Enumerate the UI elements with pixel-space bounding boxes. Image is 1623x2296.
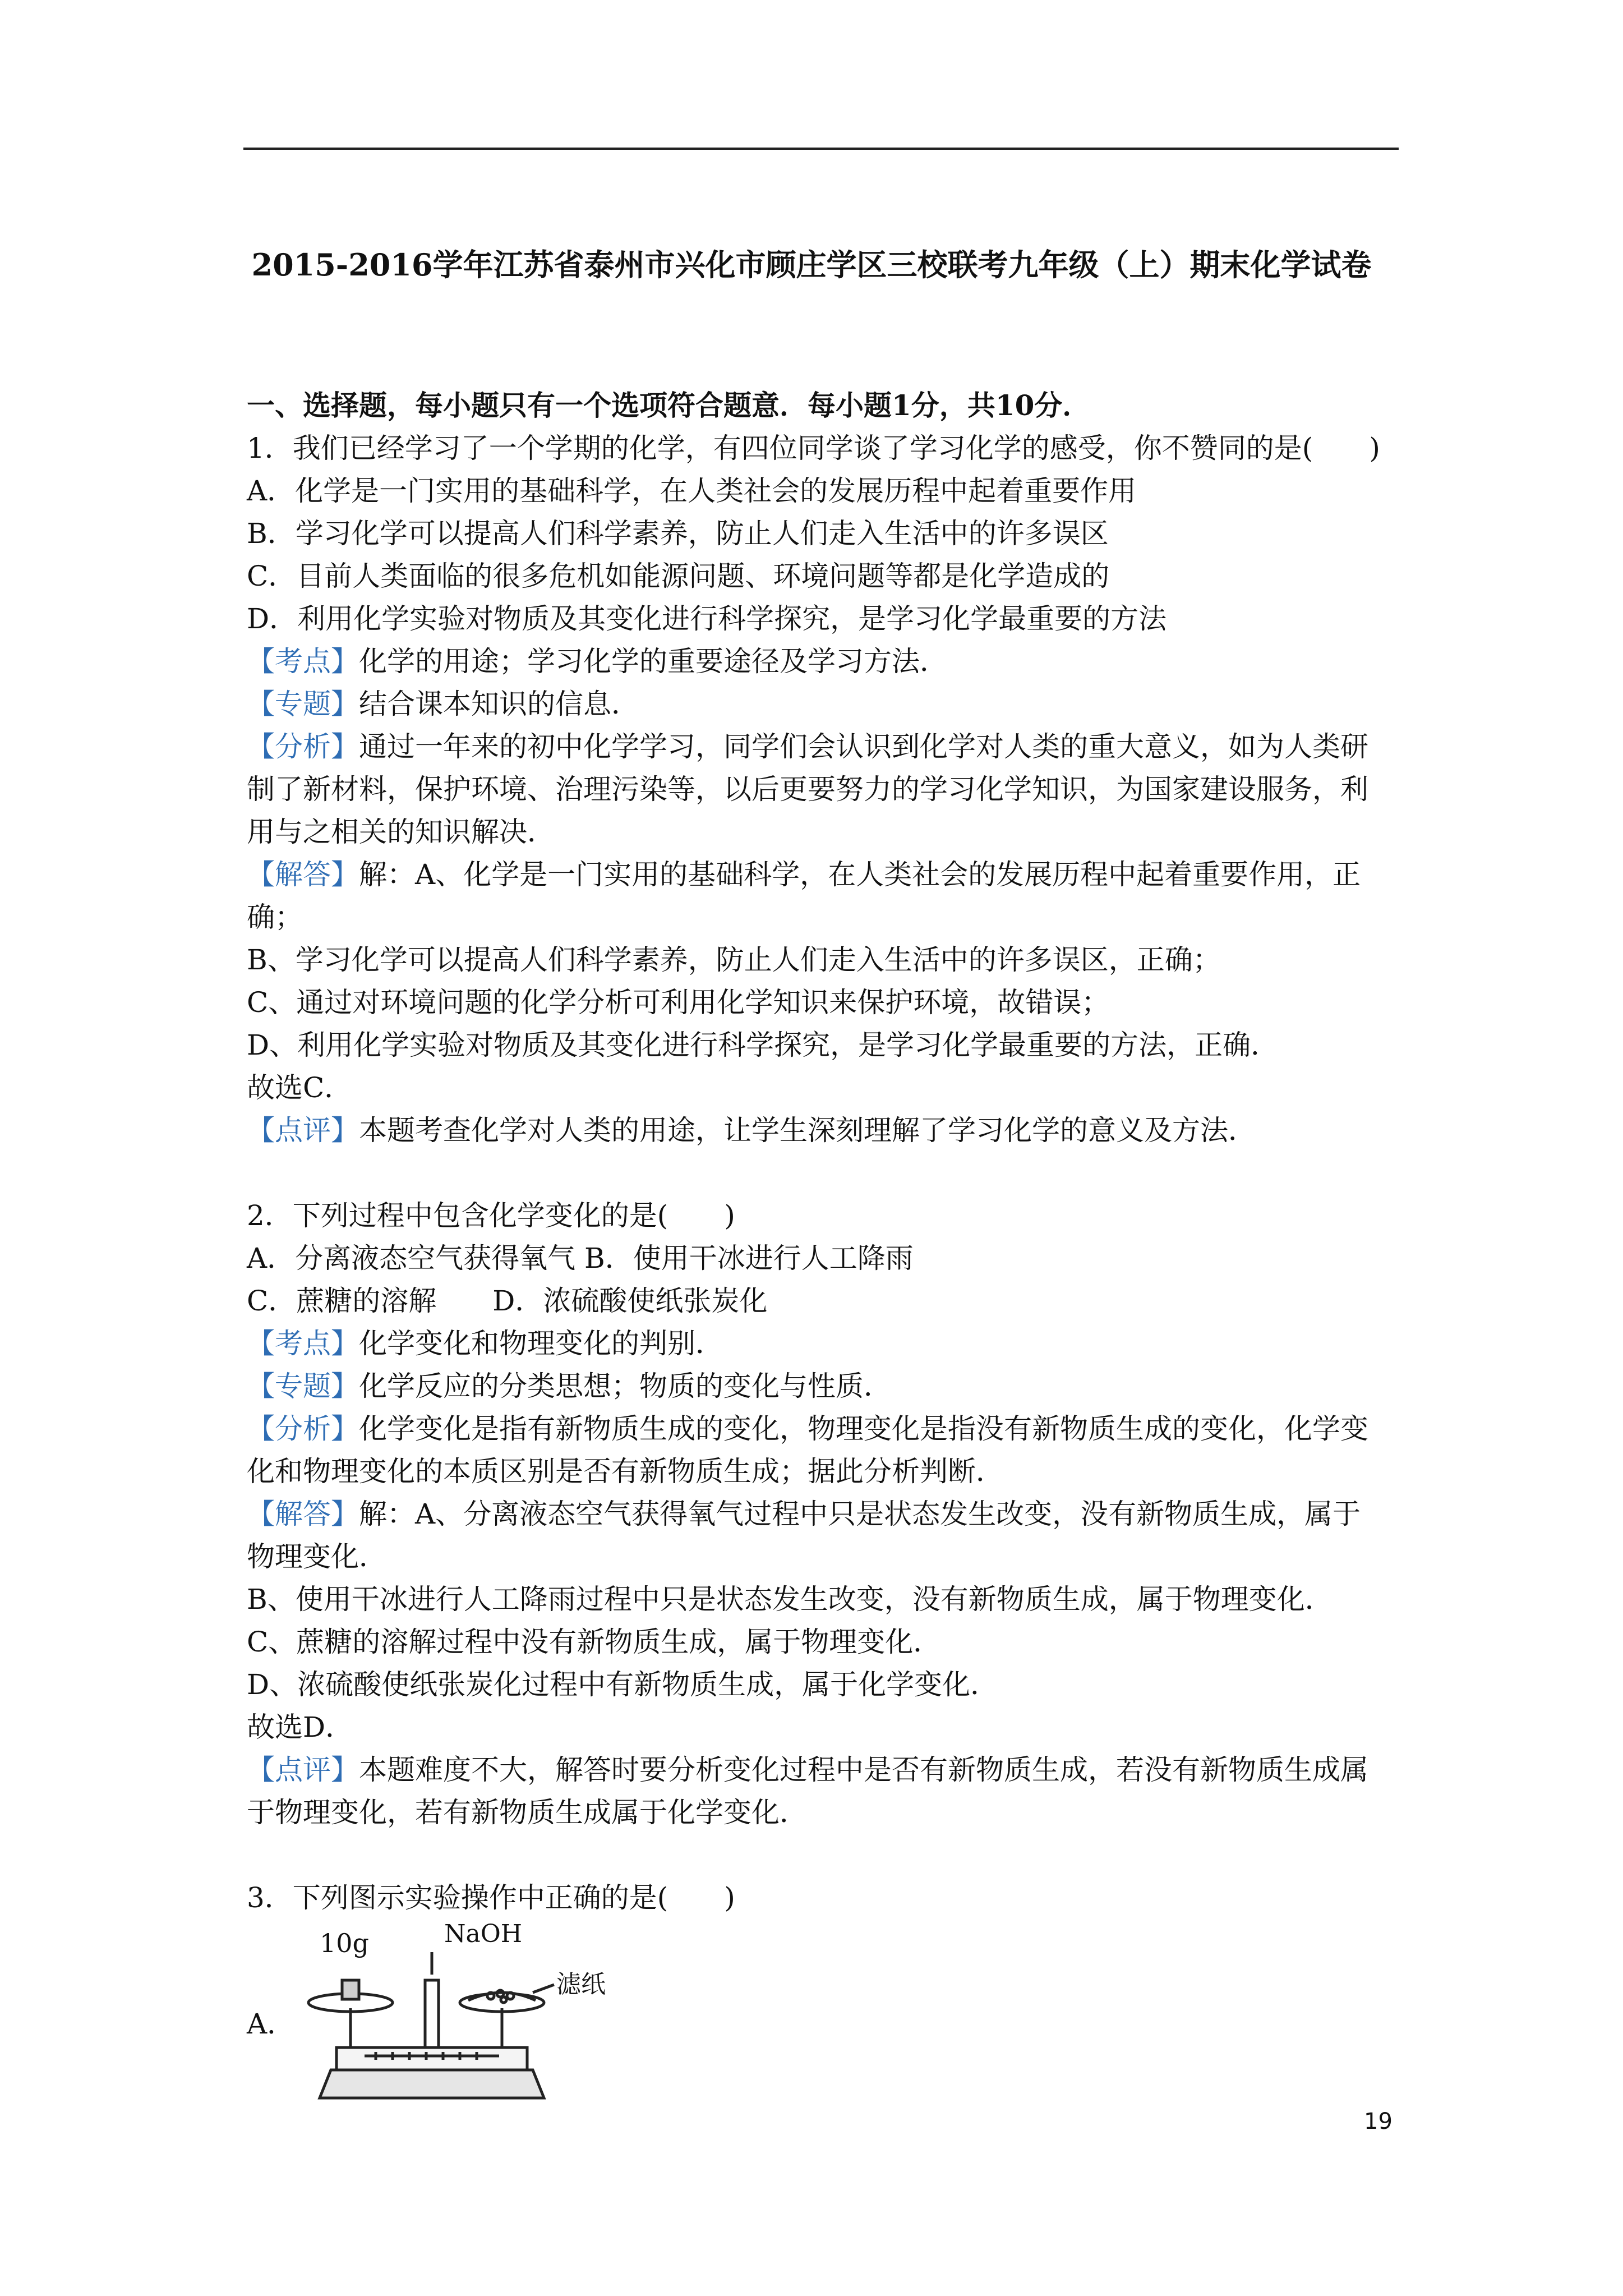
q2-stem: 2．下列过程中包含化学变化的是( ) bbox=[247, 1199, 735, 1232]
q2-answer: 故选D． bbox=[247, 1711, 354, 1743]
weight-label: 10g bbox=[320, 1928, 369, 1958]
q1-jieda-line5: D、利用化学实验对物质及其变化进行科学探究，是学习化学最重要的方法，正确． bbox=[247, 1029, 1279, 1061]
reagent-label: NaOH bbox=[444, 1920, 523, 1948]
q1-answer: 故选C． bbox=[247, 1071, 353, 1104]
jieda-tag: 【解答】 bbox=[247, 858, 359, 891]
q1-stem: 1．我们已经学习了一个学期的化学，有四位同学谈了学习化学的感受，你不赞同的是( ) bbox=[247, 432, 1380, 464]
q2-dianping bbox=[247, 1749, 1458, 1791]
q1-jieda bbox=[247, 853, 1458, 896]
q3-option-a-figure bbox=[247, 1918, 628, 2120]
q2-dianping-line2: 于物理变化，若有新物质生成属于化学变化． bbox=[247, 1796, 808, 1829]
q2-jieda bbox=[247, 1493, 1458, 1535]
q2-options-line1: A．分离液态空气获得氧气 B．使用干冰进行人工降雨 bbox=[247, 1242, 914, 1274]
page-title: 2015-2016学年江苏省泰州市兴化市顾庄学区三校联考九年级（上）期末化学试卷 bbox=[251, 247, 1372, 283]
q1-fenxi-line3: 用与之相关的知识解决． bbox=[247, 816, 555, 848]
kaodian-text: 化学变化和物理变化的判别． bbox=[359, 1327, 723, 1360]
fenxi-tag: 【分析】 bbox=[247, 730, 359, 763]
document-body bbox=[247, 384, 1458, 1919]
q1-option-a: A．化学是一门实用的基础科学，在人类社会的发展历程中起着重要作用 bbox=[247, 475, 1137, 507]
zhuanti-text: 结合课本知识的信息． bbox=[359, 688, 639, 720]
fenxi-tag: 【分析】 bbox=[247, 1412, 359, 1445]
q1-option-d: D．利用化学实验对物质及其变化进行科学探究，是学习化学最重要的方法 bbox=[247, 602, 1167, 635]
page-number: 19 bbox=[1364, 2109, 1393, 2134]
q2-kaodian bbox=[247, 1322, 1458, 1365]
q1-jieda-line4: C、通过对环境问题的化学分析可利用化学知识来保护环境，故错误； bbox=[247, 986, 1110, 1019]
spacer bbox=[247, 1152, 1458, 1194]
zhuanti-text: 化学反应的分类思想；物质的变化与性质． bbox=[359, 1370, 892, 1402]
dianping-text: 本题考查化学对人类的用途，让学生深刻理解了学习化学的意义及方法． bbox=[359, 1114, 1256, 1147]
q2-jieda-line4: C、蔗糖的溶解过程中没有新物质生成，属于物理变化． bbox=[247, 1626, 942, 1658]
q1-jieda-line3: B、学习化学可以提高人们科学素养，防止人们走入生活中的许多误区，正确； bbox=[247, 944, 1221, 976]
q1-option-c: C．目前人类面临的很多危机如能源问题、环境问题等都是化学造成的 bbox=[247, 560, 1110, 592]
fenxi-text: 化学变化是指有新物质生成的变化，物理变化是指没有新物质生成的变化，化学变 bbox=[359, 1412, 1368, 1445]
jieda-text: 解：A、化学是一门实用的基础科学，在人类社会的发展历程中起着重要作用，正 bbox=[359, 858, 1361, 891]
zhuanti-tag: 【专题】 bbox=[247, 1370, 359, 1402]
q1-fenxi-line2: 制了新材料，保护环境、治理污染等，以后更要努力的学习化学知识，为国家建设服务，利 bbox=[247, 773, 1368, 806]
kaodian-tag: 【考点】 bbox=[247, 1327, 359, 1360]
q2-fenxi bbox=[247, 1407, 1458, 1450]
balance-scale-illustration bbox=[297, 1918, 623, 2120]
fenxi-text: 通过一年来的初中化学学习，同学们会认识到化学对人类的重大意义，如为人类研 bbox=[359, 730, 1368, 763]
q2-jieda-line2: 物理变化． bbox=[247, 1540, 387, 1573]
jieda-tag: 【解答】 bbox=[247, 1498, 359, 1530]
q1-option-b: B．学习化学可以提高人们科学素养，防止人们走入生活中的许多误区 bbox=[247, 517, 1109, 550]
dianping-tag: 【点评】 bbox=[247, 1114, 359, 1147]
q2-options-line2: C．蔗糖的溶解 D．浓硫酸使纸张炭化 bbox=[247, 1285, 768, 1317]
kaodian-text: 化学的用途；学习化学的重要途径及学习方法． bbox=[359, 645, 948, 678]
section-heading: 一、选择题，每小题只有一个选项符合题意．每小题1分，共10分． bbox=[247, 389, 1091, 422]
dianping-text: 本题难度不大，解答时要分析变化过程中是否有新物质生成，若没有新物质生成属 bbox=[359, 1754, 1368, 1786]
q2-fenxi-line2: 化和物理变化的本质区别是否有新物质生成；据此分析判断． bbox=[247, 1455, 1004, 1488]
jieda-text: 解：A、分离液态空气获得氧气过程中只是状态发生改变，没有新物质生成，属于 bbox=[359, 1498, 1361, 1530]
q1-dianping bbox=[247, 1109, 1458, 1152]
paper-label: 滤纸 bbox=[556, 1970, 606, 1999]
zhuanti-tag: 【专题】 bbox=[247, 688, 359, 720]
q1-zhuanti bbox=[247, 683, 1458, 725]
q3-option-a-label: A． bbox=[247, 2008, 296, 2040]
q2-jieda-line3: B、使用干冰进行人工降雨过程中只是状态发生改变，没有新物质生成，属于物理变化． bbox=[247, 1583, 1333, 1616]
spacer bbox=[247, 1834, 1458, 1876]
kaodian-tag: 【考点】 bbox=[247, 645, 359, 678]
q3-stem: 3．下列图示实验操作中正确的是( ) bbox=[247, 1881, 735, 1914]
q1-fenxi bbox=[247, 725, 1458, 768]
header-rule bbox=[243, 148, 1399, 150]
q1-jieda-line2: 确； bbox=[247, 901, 303, 933]
q2-jieda-line5: D、浓硫酸使纸张炭化过程中有新物质生成，属于化学变化． bbox=[247, 1668, 999, 1701]
q2-zhuanti bbox=[247, 1365, 1458, 1407]
q1-kaodian bbox=[247, 640, 1458, 683]
dianping-tag: 【点评】 bbox=[247, 1754, 359, 1786]
